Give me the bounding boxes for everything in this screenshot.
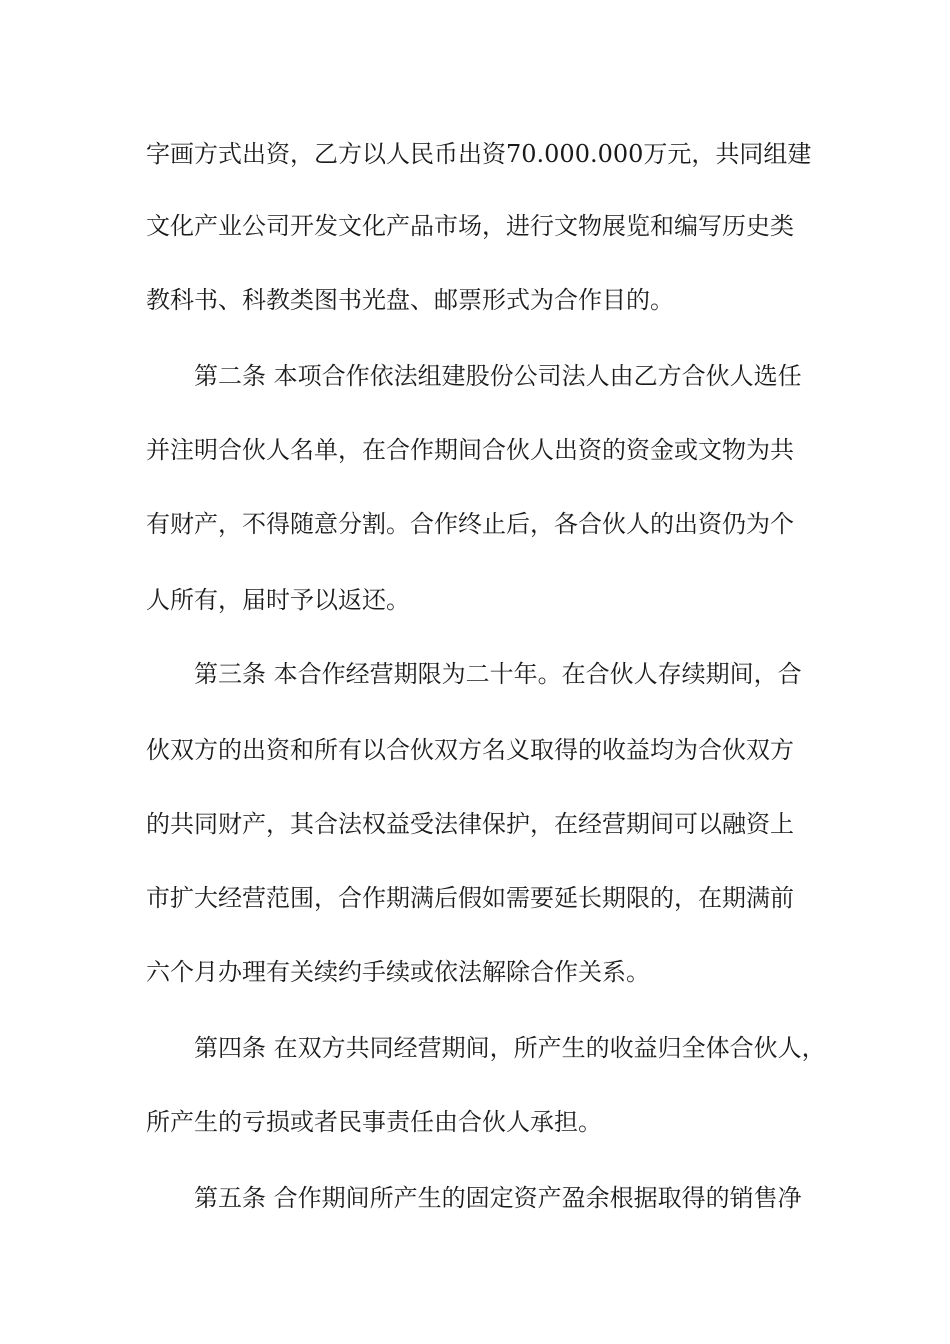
text-line: 并注明合伙人名单，在合作期间合伙人出资的资金或文物为共	[146, 436, 794, 464]
text-line: 伙双方的出资和所有以合伙双方名义取得的收益均为合伙双方	[146, 736, 794, 764]
paragraph-start-article-5: 第五条 合作期间所产生的固定资产盈余根据取得的销售净	[194, 1184, 802, 1212]
text-line: 所产生的亏损或者民事责任由合伙人承担。	[146, 1108, 602, 1136]
paragraph-start-article-3: 第三条 本合作经营期限为二十年。在合伙人存续期间，合	[194, 660, 802, 688]
paragraph-start-article-2: 第二条 本项合作依法组建股份公司法人由乙方合伙人选任	[194, 362, 802, 390]
text-line: 教科书、科教类图书光盘、邮票形式为合作目的。	[146, 286, 674, 314]
text-line: 市扩大经营范围，合作期满后假如需要延长期限的，在期满前	[146, 884, 794, 912]
text-line: 人所有，届时予以返还。	[146, 586, 410, 614]
text-line: 六个月办理有关续约手续或依法解除合作关系。	[146, 958, 650, 986]
text-line: 的共同财产，其合法权益受法律保护，在经营期间可以融资上	[146, 810, 794, 838]
text-line: 字画方式出资，乙方以人民币出资70.000.000万元，共同组建	[146, 140, 812, 168]
text-line: 文化产业公司开发文化产品市场，进行文物展览和编写历史类	[146, 212, 794, 240]
text-line: 有财产，不得随意分割。合作终止后，各合伙人的出资仍为个	[146, 510, 794, 538]
paragraph-start-article-4: 第四条 在双方共同经营期间，所产生的收益归全体合伙人，	[194, 1034, 826, 1062]
